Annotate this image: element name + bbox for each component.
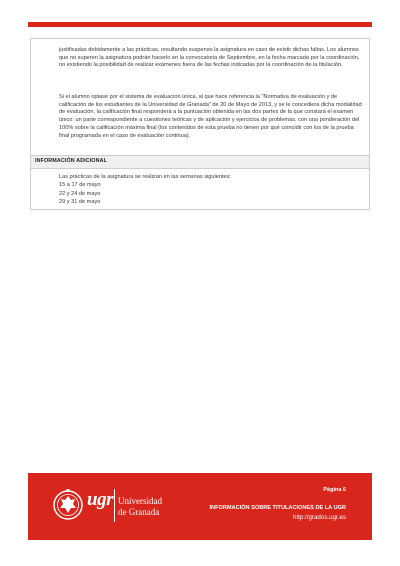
info-line: 22 y 24 de mayo <box>59 190 101 197</box>
footer-title: INFORMACIÓN SOBRE TITULACIONES DE LA UGR <box>209 505 346 511</box>
paragraph-text: Si el alumno optase por el sistema de evaluación única, al que hace referencia la "Normativa de evaluación y de calificación de los estudiantes de la Universidad de Granada" de 20 de Mayo de 2013, y se le concediera dicha modalidad de evaluación, la calificación final responderá a la puntuación obtenida en las dos partes de la que constará el examen único: un parte correspondiente a cuestiones teóricas y de aplicación y ejercicios de problemas, con una ponderación del 100% sobre la calificación máxima final (los contenidos de esta prueba no tienen por qué coincidir con los de la prueba final programada en el caso de evaluación continua). <box>59 94 362 139</box>
page-number: Página 6 <box>323 487 346 493</box>
paragraph-text: justificadas debidamente a las prácticas, resultando suspenso la asignatura en caso de existir dichas faltas. Los alumnos que no superen la asignatura podrán hacerlo en la convocatoria de Septiembre, en la fecha marcada por la coordinación, no existiendo la posibilidad de realizar exámenes fuera de las fechas indicadas por la coordinación de la titulación. <box>59 47 360 69</box>
info-section-header <box>31 155 369 169</box>
footer-url-link[interactable]: http://grados.ugr.es <box>293 514 346 521</box>
info-line: 15 a 17 de mayo <box>59 182 101 189</box>
page-footer <box>28 473 372 540</box>
info-section-body <box>59 173 231 206</box>
ugr-wordmark: ugr <box>87 489 113 510</box>
info-line: 29 y 31 de mayo <box>59 198 101 205</box>
evaluation-paragraph-2 <box>59 94 364 140</box>
university-name-line: de Granada <box>118 507 160 517</box>
footer-divider <box>114 489 115 522</box>
info-line: Las prácticas de la asignatura se realizan en las semanas siguientes: <box>59 174 231 180</box>
top-accent-bar <box>28 22 372 27</box>
university-name-line: Universidad <box>118 496 162 506</box>
university-seal-icon <box>53 487 83 523</box>
evaluation-paragraph-1 <box>59 47 364 70</box>
content-table <box>30 38 370 210</box>
university-name <box>118 496 162 518</box>
info-section-heading: INFORMACIÓN ADICIONAL <box>35 158 107 164</box>
